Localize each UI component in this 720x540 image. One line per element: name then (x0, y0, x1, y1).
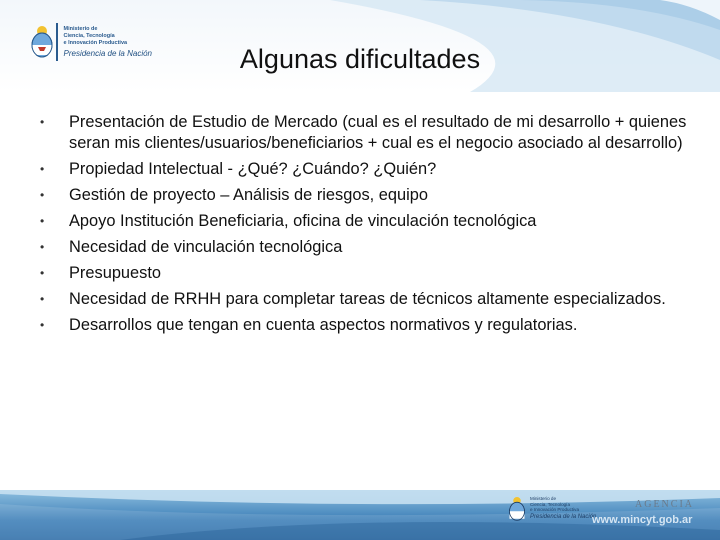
bullet-text: Desarrollos que tengan en cuenta aspectos normativos y regulatorias. (69, 315, 578, 334)
bullet-item (40, 112, 690, 153)
logo-line: e Innovación Productiva (63, 40, 128, 46)
agencia-logo-text: AGENCIA (635, 499, 694, 510)
bullet-dot: • (40, 265, 45, 280)
footer-url: www.mincyt.gob.ar (592, 514, 693, 526)
bullet-dot: • (40, 161, 45, 176)
bullet-text: Necesidad de RRHH para completar tareas de técnicos altamente especializados. (69, 289, 666, 308)
logo-presidencia: Presidencia de la Nación (530, 513, 597, 520)
bullet-dot: • (40, 187, 45, 202)
bullet-dot: • (40, 317, 45, 332)
footer-logo-texts (530, 496, 596, 520)
bullet-text: Presupuesto (69, 263, 162, 282)
footer-ministry-logo (508, 496, 604, 536)
bullet-item (40, 159, 690, 180)
bullet-item (40, 289, 690, 310)
logo-line: Ministerio de (63, 26, 98, 32)
logo-line: Ministerio de (530, 496, 557, 501)
bullet-item (40, 185, 690, 206)
bullet-item (40, 263, 690, 284)
logo-line: Ciencia, Tecnología (63, 33, 115, 39)
bullet-dot: • (40, 239, 45, 254)
bullet-text: Apoyo Institución Beneficiaria, oficina de vinculación tecnológica (69, 211, 537, 230)
logo-line: e Innovación Productiva (530, 507, 580, 513)
logo-line: Ciencia, Tecnología (530, 501, 571, 507)
bullet-dot: • (40, 115, 45, 129)
coat-of-arms-icon (508, 496, 526, 522)
slide-title: Algunas dificultades (239, 44, 481, 74)
bullet-list (40, 112, 690, 341)
bullet-item (40, 211, 690, 232)
bullet-text: Gestión de proyecto – Análisis de riesgos, equipo (69, 185, 428, 204)
bullet-item (40, 315, 690, 336)
bullet-item (40, 237, 690, 258)
bullet-dot: • (40, 213, 45, 228)
bullet-text: Presentación de Estudio de Mercado (cual es el resultado de mi desarrollo + quienes seran mis clientes/usuarios/beneficiarios + cual es el negocio asociado al desarrollo) (69, 113, 687, 152)
logo-presidencia: Presidencia de la Nación (63, 49, 152, 58)
bullet-dot: • (40, 291, 45, 306)
bullet-text: Necesidad de vinculación tecnológica (69, 237, 343, 256)
bullet-text: Propiedad Intelectual - ¿Qué? ¿Cuándo? ¿Quién? (69, 159, 437, 178)
